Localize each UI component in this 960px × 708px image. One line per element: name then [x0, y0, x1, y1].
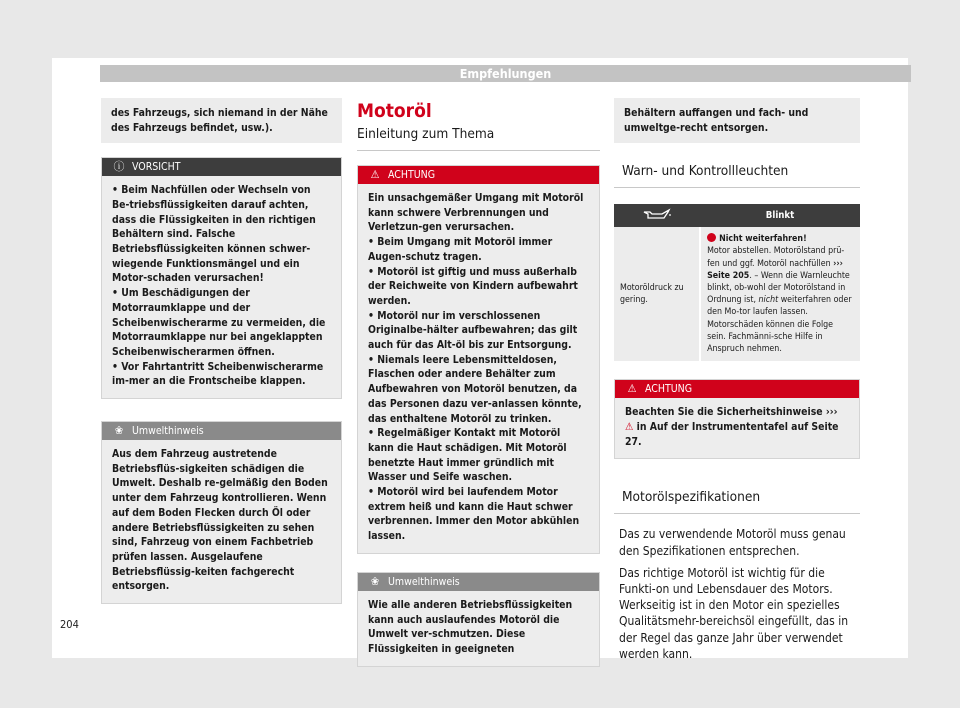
achtung-header-2 [615, 380, 859, 398]
warning-triangle-icon: ⚠ [370, 168, 380, 181]
vorsicht-title: VORSICHT [132, 161, 181, 174]
page-header: Empfehlungen [100, 65, 911, 82]
spec-paragraph: Das richtige Motoröl ist wichtig für die Funkti-on und Lebensdauer des Motors. Werkseitig ist in den Motor ein spezielles Qualitätsmehr-bereichsöl eingefüllt, das in der Regel das ganze Jahr über verwendet werden kann. [619, 565, 849, 661]
cell-text: Motor abstellen. Motorölstand prü-fen und ggf. Motoröl nachfüllen ››› Seite 205. – Wenn die Warnleuchte blinkt, ob-wohl der Motorölstand in Ordnung ist, nicht weiterfahren oder den Mo-tor laufen lassen. Motorschäden können die Folge sein. Fachmänni-sche Hilfe in Anspruch nehmen. [707, 246, 852, 355]
umwelt-title-2: Umwelthinweis [388, 575, 460, 588]
achtung-box [357, 165, 600, 554]
achtung-text-a: Beachten Sie die Sicherheitshinweise ››› [625, 406, 838, 419]
achtung-text-b: in Auf der Instrumententafel auf Seite 27. [625, 420, 839, 448]
divider [614, 513, 860, 514]
spec-paragraph: Das zu verwendende Motoröl muss genau den Spezifikationen entsprechen. [619, 527, 846, 558]
vorsicht-box [101, 157, 342, 399]
cell-title [707, 233, 854, 245]
vorsicht-body [102, 176, 341, 398]
vorsicht-bullet: • Beim Nachfüllen oder Wechseln von Be-triebsflüssigkeiten darauf achten, dass die Flüssigkeiten in den richtigen Behältern sind. Falsche Betriebsflüssigkeiten können schwer-wiegende Funktionsmängel und ein Motor-schaden verursachen! [112, 183, 331, 286]
environment-icon: ❀ [114, 424, 124, 438]
achtung-title-2: ACHTUNG [645, 383, 693, 396]
umwelt-box [101, 421, 342, 604]
achtung-bullet: • Motoröl nur im verschlossenen Originalbe-hälter aufbewahren; das gilt auch für das Alt-öl bis zur Entsorgung. [368, 309, 589, 353]
cell-text-2: – Wenn die Warnleuchte blinkt, ob-wohl der Motorölstand in Ordnung ist, [707, 270, 850, 306]
achtung-intro: Ein unsachgemäßer Umgang mit Motoröl kann schwere Verbrennungen und Verletzun-gen verursachen. [368, 192, 584, 234]
cell-text-3: weiterfahren oder den Mo-tor laufen lassen. Motorschäden können die Folge sein. Fachmänni-sche Hilfe in Anspruch nehmen. [707, 295, 852, 355]
table-col-header: Blinkt [700, 204, 860, 227]
vorsicht-header [102, 158, 341, 176]
oil-can-icon [642, 208, 672, 220]
umwelt-body-2: Wie alle anderen Betriebsflüssigkeiten kann auch auslaufendes Motoröl die Umwelt ver-schmutzen. Diese Flüssigkeiten in geeigneten [358, 591, 599, 666]
continued-text: Behältern auffangen und fach- und umweltge-recht entsorgen. [614, 98, 860, 143]
section-subtitle: Einleitung zum Thema [357, 126, 495, 142]
warn-heading: Warn- und Kontrollleuchten [622, 163, 789, 180]
achtung-title: ACHTUNG [388, 169, 436, 181]
manual-page [52, 58, 908, 661]
umwelt-body: Aus dem Fahrzeug austretende Betriebsflüs-sigkeiten schädigen die Umwelt. Deshalb re-gelmäßig den Boden unter dem Fahrzeug kontrollieren. Wenn auf dem Boden Flecken durch Öl oder andere Betriebsflüssigkeiten zu sehen sind, Fahrzeug von einem Fachbetrieb prüfen lassen. Ausgelaufene Betriebsflüssig-keiten fachgerecht entsorgen. [102, 440, 341, 603]
cell-title-text: Nicht weiterfahren! [719, 234, 807, 245]
spec-heading: Motorölspezifikationen [622, 489, 761, 506]
umwelt-header-2 [358, 573, 599, 591]
vorsicht-bullet: • Um Beschädigungen der Motorraumklappe und der Scheibenwischerarme zu vermeiden, die Motorraumklappe nur bei angeklappten Scheibenwischerarmen öffnen. [112, 286, 331, 360]
table-row-label: Motoröldruck zu gering. [614, 227, 700, 361]
achtung-bullet: • Motoröl ist giftig und muss außerhalb der Reichweite von Kindern aufbewahrt werden. [368, 265, 589, 309]
table-cell [700, 227, 860, 361]
warning-triangle-icon: ⚠ [627, 382, 637, 396]
page-reference[interactable]: ››› Seite 205 [707, 258, 843, 281]
intro-text: des Fahrzeugs, sich niemand in der Nähe des Fahrzeugs befindet, usw.). [101, 98, 342, 143]
achtung-body-2 [615, 398, 859, 458]
achtung-bullet: • Beim Umgang mit Motoröl immer Augen-schutz tragen. [368, 235, 589, 264]
column-middle [357, 98, 600, 667]
oil-pressure-lamp-header [614, 204, 700, 227]
column-left [101, 98, 342, 604]
red-indicator-icon [707, 233, 716, 242]
caution-icon: ⓘ [113, 160, 125, 174]
page-number: 204 [60, 618, 79, 631]
achtung-bullet: • Niemals leere Lebensmitteldosen, Flaschen oder andere Behälter zum Aufbewahren von Motoröl benutzen, da das Personen dazu ver-anlassen könnte, das enthaltene Motoröl zu trinken. [368, 353, 589, 427]
achtung-body [358, 184, 599, 553]
cell-text-1: Motor abstellen. Motorölstand prü-fen und ggf. Motoröl nachfüllen [707, 246, 845, 269]
vorsicht-bullet: • Vor Fahrtantritt Scheibenwischerarme im-mer an die Frontscheibe klappen. [112, 360, 331, 389]
column-right [614, 98, 860, 668]
section-title: Motoröl [357, 100, 432, 122]
umwelt-header [102, 422, 341, 440]
umwelt-box-2 [357, 572, 600, 667]
umwelt-title: Umwelthinweis [132, 425, 204, 438]
achtung-bullet: • Motoröl wird bei laufendem Motor extrem heiß und kann die Haut schwer verbrennen. Immer den Motor abkühlen lassen. [368, 485, 589, 544]
achtung-box-2 [614, 379, 860, 459]
achtung-header [358, 166, 599, 184]
environment-icon: ❀ [370, 574, 380, 588]
cell-emphasis: nicht [758, 295, 779, 306]
achtung-bullet: • Regelmäßiger Kontakt mit Motoröl kann die Haut schädigen. Mit Motoröl benetzte Haut immer gründlich mit Wasser und Seife waschen. [368, 426, 589, 485]
warning-light-table [614, 204, 860, 361]
divider [357, 150, 600, 151]
warning-triangle-icon: ⚠ [625, 420, 634, 433]
divider [614, 187, 860, 188]
